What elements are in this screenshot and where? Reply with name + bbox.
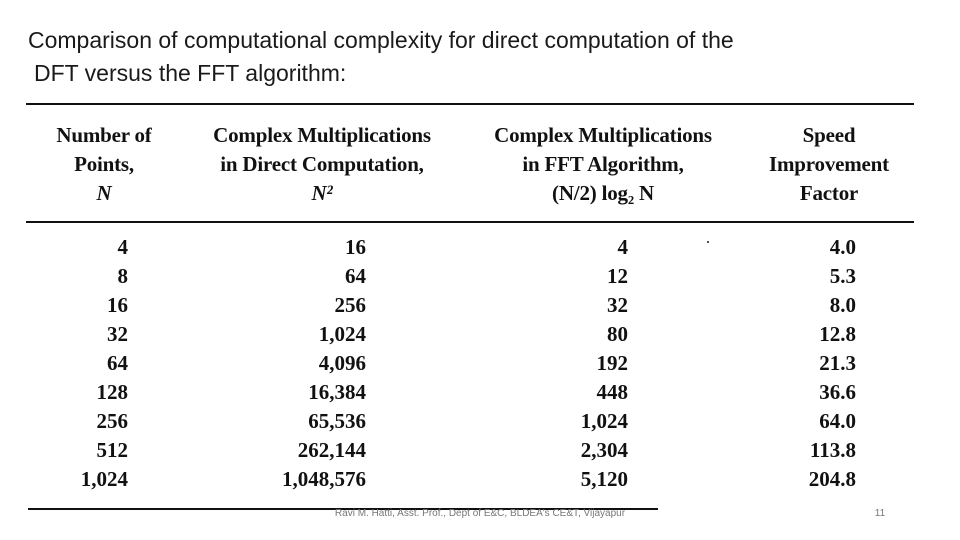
table-cell: 204.8 [808, 467, 856, 491]
table-cell: 1,024 [318, 322, 366, 346]
table-cell: 64.0 [819, 409, 856, 433]
header-text: N² [311, 181, 333, 205]
header-text: Number of [56, 123, 152, 147]
title-line-1: Comparison of computational complexity for direct computation of the [28, 27, 734, 53]
header-text: Speed [802, 123, 856, 147]
table-cell: 36.6 [819, 380, 856, 404]
header-points [34, 121, 174, 208]
table-cell: 80 [607, 322, 628, 346]
table-cell: 256 [334, 293, 366, 317]
table-cell: 32 [607, 293, 628, 317]
table-cell: 8 [117, 264, 128, 288]
table-cell: 4,096 [318, 351, 366, 375]
column-direct [226, 233, 366, 494]
header-direct-multiplications [184, 121, 460, 208]
header-text: in FFT Algorithm, [522, 152, 684, 176]
header-text: Complex Multiplications [213, 123, 431, 147]
slide-title [28, 24, 928, 90]
table-cell: 21.3 [819, 351, 856, 375]
table-cell: 1,048,576 [282, 467, 366, 491]
scan-speck [707, 241, 709, 243]
complexity-table [26, 103, 914, 513]
table-cell: 65,536 [308, 409, 366, 433]
column-points [66, 233, 128, 494]
table-cell: 1,024 [80, 467, 128, 491]
table-cell: 113.8 [809, 438, 856, 462]
header-text: Improvement [769, 152, 889, 176]
title-line-2: DFT versus the FFT algorithm: [34, 60, 347, 86]
header-text: (N/2) log₂ N [552, 181, 654, 205]
table-cell: 128 [96, 380, 128, 404]
table-top-rule [26, 103, 914, 105]
table-cell: 12 [607, 264, 628, 288]
table-cell: 512 [96, 438, 128, 462]
table-cell: 192 [596, 351, 628, 375]
table-cell: 16 [107, 293, 128, 317]
table-cell: 5,120 [580, 467, 628, 491]
table-cell: 4.0 [829, 235, 856, 259]
table-cell: 12.8 [819, 322, 856, 346]
table-cell: 1,024 [580, 409, 628, 433]
table-cell: 4 [617, 235, 628, 259]
table-cell: 64 [107, 351, 128, 375]
table-cell: 256 [96, 409, 128, 433]
table-cell: 32 [107, 322, 128, 346]
table-cell: 4 [117, 235, 128, 259]
header-text: Factor [799, 181, 859, 205]
header-text: Complex Multiplications [494, 123, 712, 147]
header-text: N [96, 181, 112, 205]
column-speed [764, 233, 856, 494]
table-cell: 5.3 [829, 264, 856, 288]
column-fft [506, 233, 628, 494]
table-cell: 16,384 [308, 380, 366, 404]
slide-footer: Ravi M. Hatti, Asst. Prof., Dept of E&C, BLDEA's CE&T, Vijayapur [334, 508, 626, 519]
table-cell: 8.0 [829, 293, 856, 317]
slide-number: 11 [874, 508, 886, 519]
table-cell: 64 [345, 264, 366, 288]
header-speed-improvement [754, 121, 904, 208]
table-header-rule [26, 221, 914, 223]
table-cell: 2,304 [580, 438, 628, 462]
table-cell: 16 [345, 235, 366, 259]
header-fft-multiplications [472, 121, 734, 208]
header-text: in Direct Computation, [220, 152, 424, 176]
header-text: Points, [74, 152, 134, 176]
table-cell: 262,144 [297, 438, 366, 462]
table-cell: 448 [596, 380, 628, 404]
